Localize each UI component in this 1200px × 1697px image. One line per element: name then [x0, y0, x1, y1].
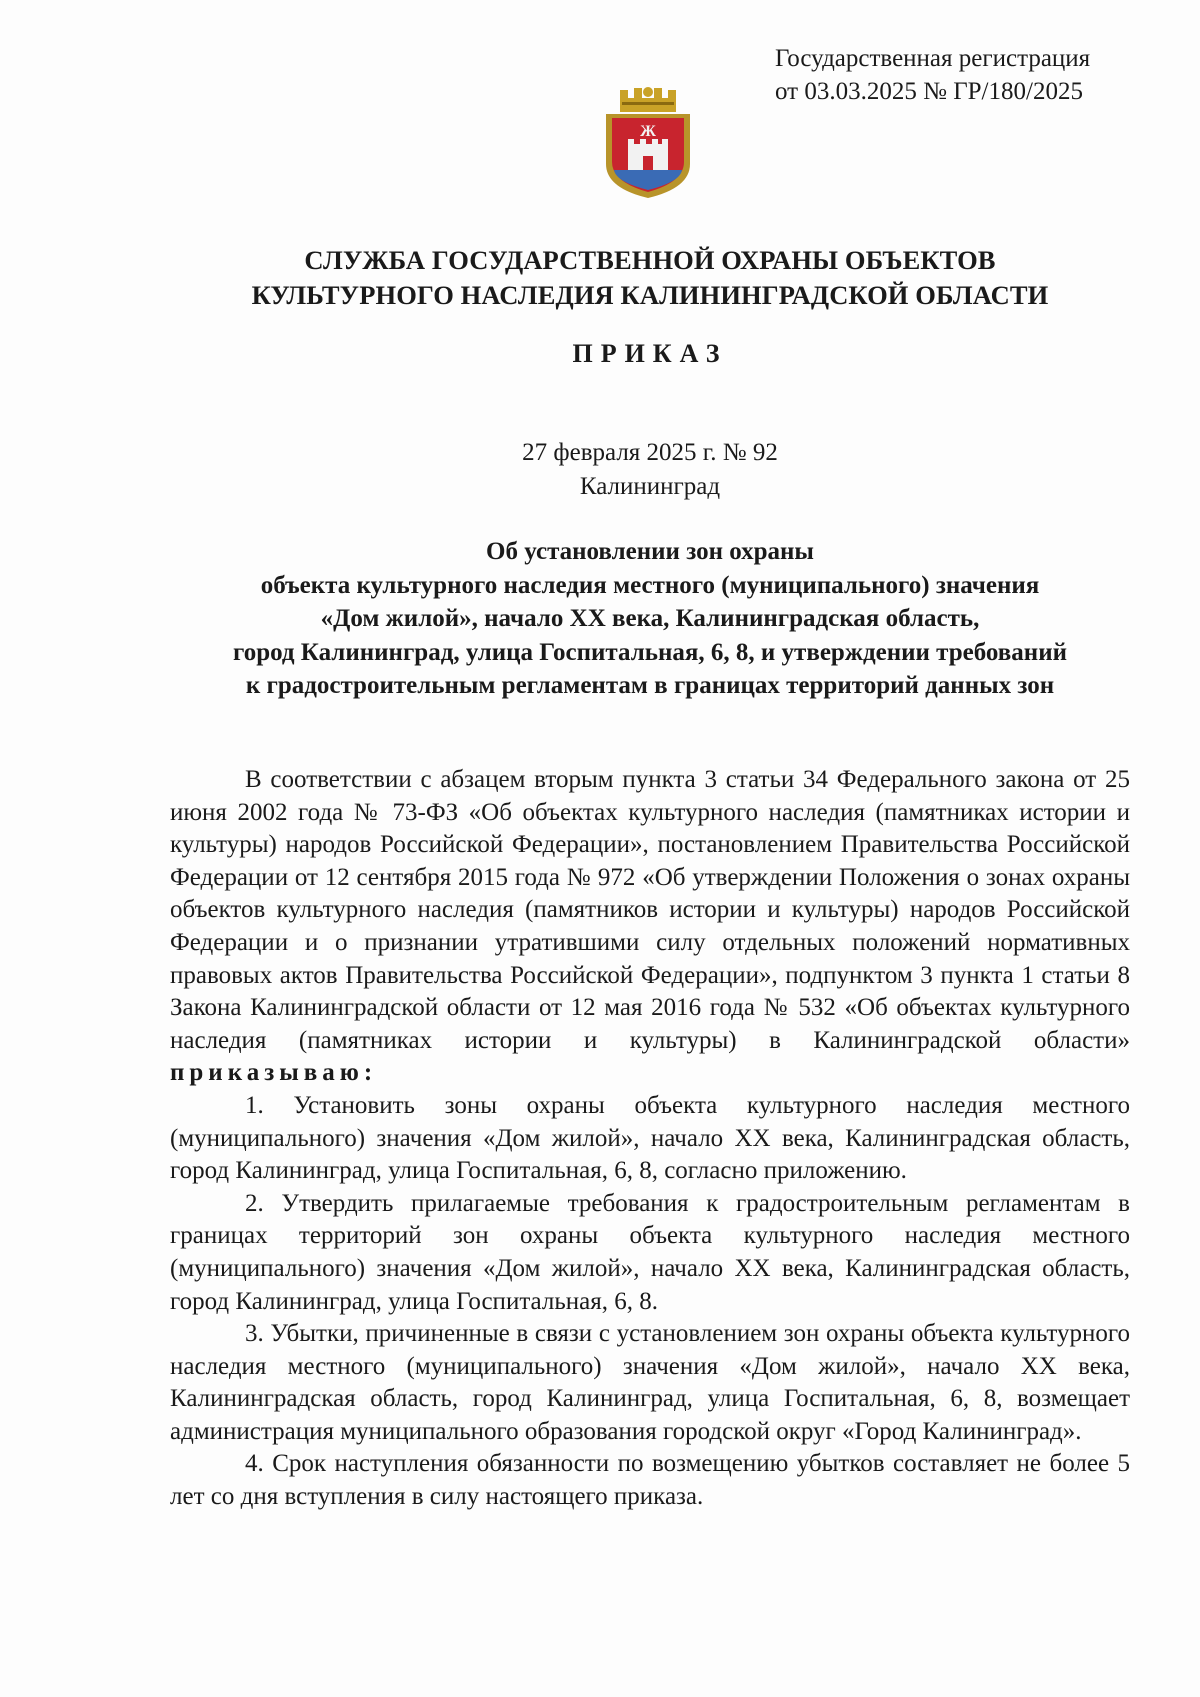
order-city: Калининград — [579, 473, 721, 500]
document-body — [170, 764, 1130, 1514]
agency-name-line: СЛУЖБА ГОСУДАРСТВЕННОЙ ОХРАНЫ ОБЪЕКТОВ — [304, 245, 996, 275]
title-line: «Дом жилой», начало XX века, Калининградская область, — [320, 605, 980, 632]
order-item: 3. Убытки, причиненные в связи с установлением зон охраны объекта культурного наследия местного (муниципального) значения «Дом жилой», начало XX века, Калининградская область, город Калининград, улица Госпитальная, 6, 8, возмещает администрация муниципального образования городской округ «Город Калининград». — [170, 1320, 1130, 1445]
title-line: Об установлении зон охраны — [486, 538, 814, 565]
agency-name — [0, 243, 1200, 313]
coat-of-arms-icon — [598, 84, 698, 202]
agency-name-line: КУЛЬТУРНОГО НАСЛЕДИЯ КАЛИНИНГРАДСКОЙ ОБЛАСТИ — [251, 280, 1049, 310]
order-item: 2. Утвердить прилагаемые требования к градостроительным регламентам в границах территорий зон охраны объекта культурного наследия местного (муниципального) значения «Дом жилой», начало XX века, Калининградская область, город Калининград, улица Госпитальная, 6, 8. — [170, 1189, 1130, 1315]
date-and-place — [0, 436, 1200, 504]
registration-stamp — [775, 42, 1175, 108]
order-item: 4. Срок наступления обязанности по возмещению убытков составляет не более 5 лет со дня вступления в силу настоящего приказа. — [170, 1450, 1130, 1511]
svg-text:Ж: Ж — [640, 123, 656, 140]
document-title — [0, 535, 1200, 703]
title-line: объекта культурного наследия местного (муниципального) значения — [260, 571, 1040, 599]
order-item: 1. Установить зоны охраны объекта культурного наследия местного (муниципального) значения «Дом жилой», начало XX века, Калининградская область, город Калининград, улица Госпитальная, 6, 8, согласно приложению. — [170, 1091, 1130, 1185]
order-date-number: 27 февраля 2025 г. № 92 — [522, 439, 778, 466]
title-line: к градостроительным регламентам в границах территорий данных зон — [245, 672, 1055, 699]
registration-number: от 03.03.2025 № ГР/180/2025 — [775, 78, 1083, 105]
preamble-text: В соответствии с абзацем вторым пункта 3 статьи 34 Федерального закона от 25 июня 2002 года № 73-ФЗ «Об объектах культурного наследия (памятниках истории и культуры) народов Российской Федерации», постановлением Правительства Российской Федерации от 12 сентября 2015 года № 972 «Об утверждении Положения о зонах охраны объектов культурного наследия (памятников истории и культуры) народов Российской Федерации и о признании утратившими силу отдельных положений нормативных правовых актов Правительства Российской Федерации», подпунктом 3 пункта 1 статьи 8 Закона Калининградской области от 12 мая 2016 года № 532 «Об объектах культурного наследия (памятниках истории и культуры) в Калининградской области» — [170, 766, 1130, 1054]
registration-line: Государственная регистрация — [775, 45, 1091, 72]
decree-word: приказываю: — [170, 1059, 378, 1087]
preamble-paragraph — [170, 764, 1130, 1090]
document-type: ПРИКАЗ — [572, 339, 728, 368]
title-line: город Калининград, улица Госпитальная, 6, 8, и утверждении требований — [232, 638, 1068, 666]
